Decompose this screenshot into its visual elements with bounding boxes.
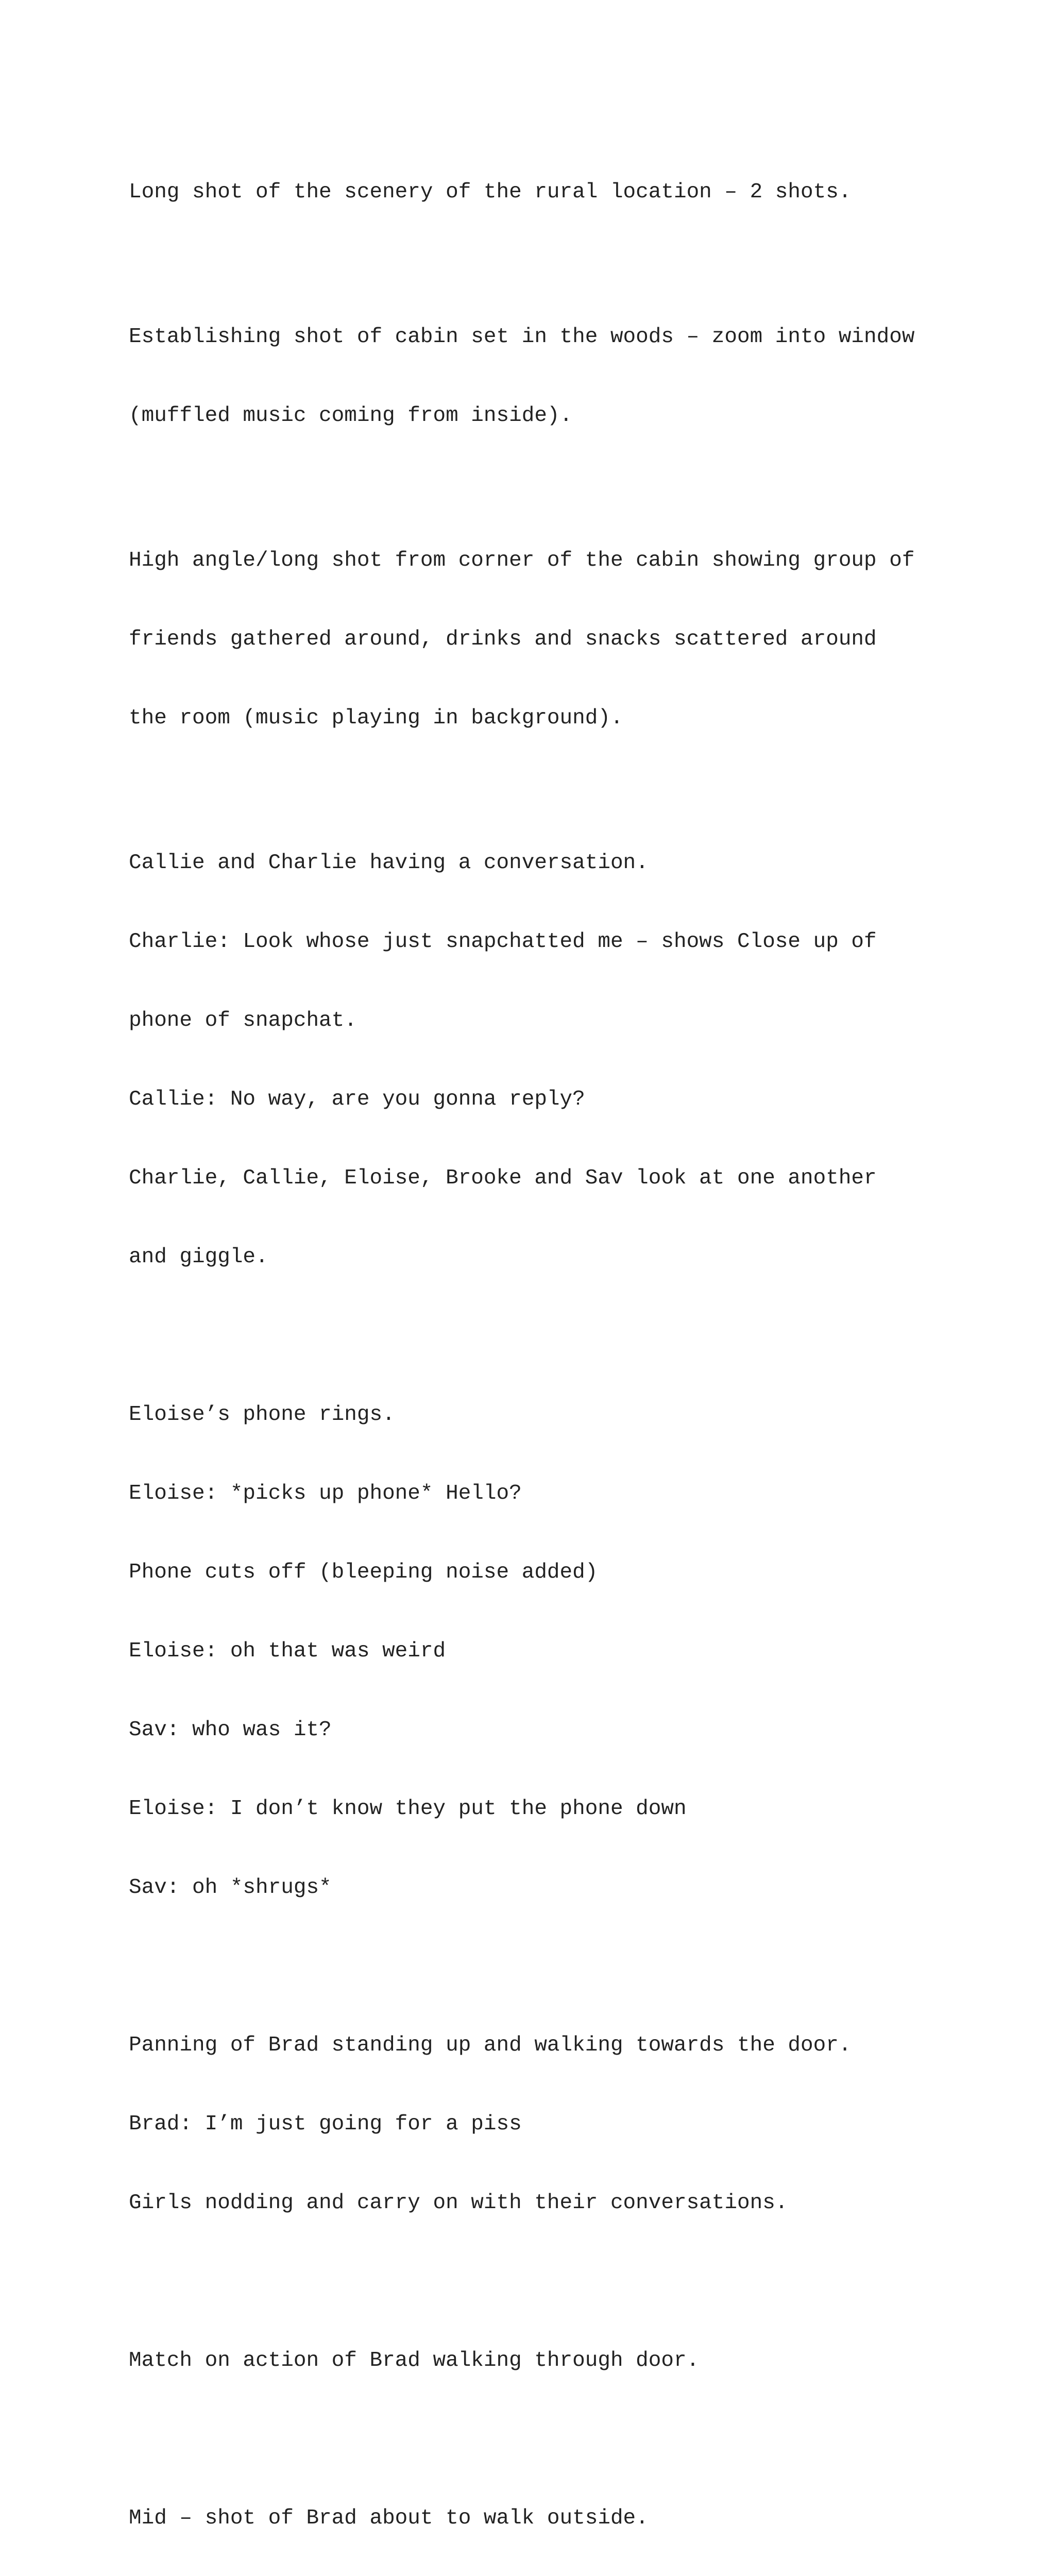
text-line: Match on action of Brad walking through door.	[129, 2349, 700, 2372]
text-line: (muffled music coming from inside).	[129, 404, 573, 428]
text-line: friends gathered around, drinks and snacks scattered around	[129, 628, 877, 651]
script-body	[129, 127, 932, 2576]
text-line: Charlie, Callie, Eloise, Brooke and Sav look at one another	[129, 1166, 877, 1190]
text-line: Brad: I’m just going for a piss	[129, 2112, 522, 2136]
text-line: the room (music playing in background).	[129, 706, 623, 730]
text-line: Long shot of the scenery of the rural location – 2 shots.	[129, 180, 852, 204]
paragraph-establishing-shot	[129, 272, 932, 482]
text-line: High angle/long shot from corner of the cabin showing group of	[129, 549, 915, 572]
text-line: Eloise: I don’t know they put the phone down	[129, 1797, 687, 1821]
paragraph-callie-charlie	[129, 798, 932, 1323]
text-line: phone of snapchat.	[129, 1009, 357, 1032]
text-line: Eloise’s phone rings.	[129, 1403, 395, 1427]
paragraph-long-shot	[129, 127, 932, 258]
text-line: Eloise: *picks up phone* Hello?	[129, 1482, 522, 1505]
text-line: Sav: who was it?	[129, 1718, 332, 1742]
text-line: Charlie: Look whose just snapchatted me – shows Close up of	[129, 930, 877, 954]
paragraph-brad-panning	[129, 1980, 932, 2269]
text-line: Mid – shot of Brad about to walk outside.	[129, 2506, 649, 2530]
text-line: Panning of Brad standing up and walking towards the door.	[129, 2033, 852, 2057]
paragraph-match-on-action	[129, 2295, 932, 2427]
text-line: Callie and Charlie having a conversation.	[129, 851, 649, 875]
text-line: and giggle.	[129, 1245, 268, 1269]
paragraph-mid-shot	[129, 2453, 932, 2576]
paragraph-high-angle-cabin	[129, 495, 932, 784]
text-line: Girls nodding and carry on with their conversations.	[129, 2191, 788, 2215]
text-line: Callie: No way, are you gonna reply?	[129, 1088, 585, 1111]
paragraph-eloise-phone	[129, 1349, 932, 1954]
text-line: Establishing shot of cabin set in the woods – zoom into window	[129, 325, 915, 349]
text-line: Phone cuts off (bleeping noise added)	[129, 1561, 598, 1584]
text-line: Eloise: oh that was weird	[129, 1639, 446, 1663]
text-line: Sav: oh *shrugs*	[129, 1876, 332, 1900]
